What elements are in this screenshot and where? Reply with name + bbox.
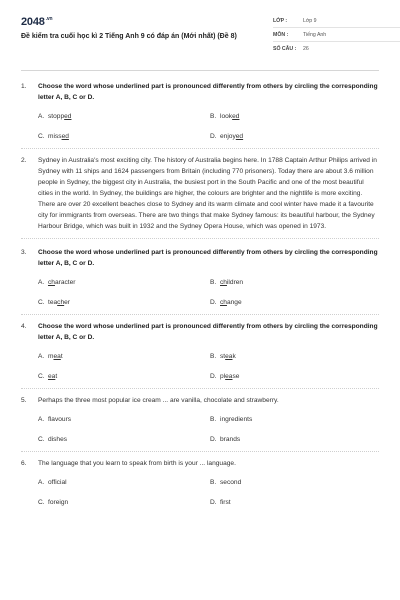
divider xyxy=(21,314,379,315)
option-b[interactable] xyxy=(210,351,382,362)
answer-options xyxy=(38,111,379,142)
option-letter: A. xyxy=(38,353,45,360)
meta-value: 26 xyxy=(303,45,309,52)
question-3 xyxy=(21,247,379,308)
option-text: brands xyxy=(220,436,241,443)
option-text: children xyxy=(220,279,244,286)
document-header xyxy=(21,0,379,71)
option-b[interactable] xyxy=(210,277,382,288)
option-d[interactable] xyxy=(210,131,382,142)
option-letter: C. xyxy=(38,499,45,506)
option-a[interactable] xyxy=(38,477,210,488)
option-letter: D. xyxy=(210,373,217,380)
answer-options xyxy=(38,477,379,508)
option-letter: C. xyxy=(38,133,45,140)
meta-row-class xyxy=(273,14,400,28)
meta-table xyxy=(273,14,400,55)
question-stem: Choose the word whose underlined part is pronounced differently from others by circling the corresponding letter A, B, C or D. xyxy=(38,249,378,267)
option-d[interactable] xyxy=(210,297,382,308)
meta-row-count xyxy=(273,42,400,55)
option-text: change xyxy=(220,299,242,306)
option-letter: C. xyxy=(38,373,45,380)
question-6 xyxy=(21,458,379,508)
meta-label: LỚP : xyxy=(273,17,288,24)
option-b[interactable] xyxy=(210,111,382,122)
question-number: 4. xyxy=(21,323,27,330)
question-1 xyxy=(21,81,379,142)
answer-options xyxy=(38,414,379,445)
option-text: steak xyxy=(220,353,236,360)
meta-value: Tiếng Anh xyxy=(303,31,327,38)
option-text: teacher xyxy=(48,299,71,306)
option-text: first xyxy=(220,499,231,506)
option-text: flavours xyxy=(48,416,72,423)
option-letter: B. xyxy=(210,113,217,120)
question-stem: Perhaps the three most popular ice cream ... are vanilla, chocolate and strawberry. xyxy=(38,397,279,404)
option-letter: A. xyxy=(38,416,45,423)
logo-extension: .vn xyxy=(45,16,53,22)
option-letter: A. xyxy=(38,113,45,120)
question-number: 1. xyxy=(21,83,27,90)
option-text: character xyxy=(48,279,76,286)
answer-options xyxy=(38,351,379,382)
question-stem: The language that you learn to speak from birth is your ... language. xyxy=(38,460,236,467)
question-4 xyxy=(21,321,379,382)
option-letter: B. xyxy=(210,479,217,486)
option-text: official xyxy=(48,479,67,486)
divider xyxy=(21,451,379,452)
option-a[interactable] xyxy=(38,111,210,122)
option-c[interactable] xyxy=(38,497,210,508)
option-c[interactable] xyxy=(38,131,210,142)
option-letter: A. xyxy=(38,279,45,286)
divider xyxy=(21,148,379,149)
option-text: eat xyxy=(48,373,58,380)
option-text: dishes xyxy=(48,436,68,443)
option-a[interactable] xyxy=(38,414,210,425)
logo-text: 2048 xyxy=(21,16,45,28)
question-number: 5. xyxy=(21,397,27,404)
option-letter: B. xyxy=(210,353,217,360)
option-text: meat xyxy=(48,353,63,360)
option-letter: A. xyxy=(38,479,45,486)
option-d[interactable] xyxy=(210,497,382,508)
option-letter: D. xyxy=(210,436,217,443)
option-text: looked xyxy=(220,113,240,120)
question-5 xyxy=(21,395,379,445)
question-stem: Choose the word whose underlined part is pronounced differently from others by circling the corresponding letter A, B, C or D. xyxy=(38,83,378,101)
question-stem: Choose the word whose underlined part is pronounced differently from others by circling the corresponding letter A, B, C or D. xyxy=(38,323,378,341)
question-2 xyxy=(21,155,379,232)
meta-row-subject xyxy=(273,28,400,42)
option-text: second xyxy=(220,479,242,486)
answer-options xyxy=(38,277,379,308)
option-a[interactable] xyxy=(38,351,210,362)
option-letter: D. xyxy=(210,499,217,506)
option-letter: D. xyxy=(210,133,217,140)
option-letter: D. xyxy=(210,299,217,306)
option-a[interactable] xyxy=(38,277,210,288)
option-d[interactable] xyxy=(210,434,382,445)
meta-label: SỐ CÂU : xyxy=(273,45,297,52)
option-text: ingredients xyxy=(220,416,253,423)
option-letter: B. xyxy=(210,279,217,286)
question-number: 6. xyxy=(21,460,27,467)
option-letter: C. xyxy=(38,436,45,443)
option-text: please xyxy=(220,373,240,380)
option-letter: C. xyxy=(38,299,45,306)
option-b[interactable] xyxy=(210,414,382,425)
option-d[interactable] xyxy=(210,371,382,382)
option-text: stopped xyxy=(48,113,72,120)
divider xyxy=(21,238,379,239)
reading-passage: Sydney in Australia's most exciting city. The history of Australia begins here. In 1788 Captain Arthur Philips arrived in Sydney with 11 ships and 1624 passengers from Britain (including 770 prisoners). Today there are about 3.6 million people in Sydney, the biggest city in Australia, the busiest port in the South Pacific and one of the most beautiful cities in the world. In Sydney, the buildings are higher, the colours are brighter and the nightlife is more exciting. There are over 20 excellent beaches close to Sydney and its warm climate and cool winter have made it a favourite city for immigrants from overseas. There are two things that make Sydney famous: its beautiful harbour, the Sydney Harbour Bridge, which was built in 1932 and the Sydney Opera House, which was opened in 1973. xyxy=(38,157,377,230)
question-number: 3. xyxy=(21,249,27,256)
document-title: Đề kiểm tra cuối học kì 2 Tiếng Anh 9 có đáp án (Mới nhất) (Đề 8) xyxy=(21,33,237,40)
meta-value: Lớp 9 xyxy=(303,17,317,24)
question-number: 2. xyxy=(21,157,27,164)
option-letter: B. xyxy=(210,416,217,423)
option-text: enjoyed xyxy=(220,133,244,140)
divider xyxy=(21,388,379,389)
site-logo[interactable] xyxy=(21,16,52,28)
option-c[interactable] xyxy=(38,371,210,382)
option-b[interactable] xyxy=(210,477,382,488)
option-c[interactable] xyxy=(38,297,210,308)
option-text: foreign xyxy=(48,499,69,506)
option-text: missed xyxy=(48,133,69,140)
option-c[interactable] xyxy=(38,434,210,445)
meta-label: MÔN : xyxy=(273,31,289,38)
